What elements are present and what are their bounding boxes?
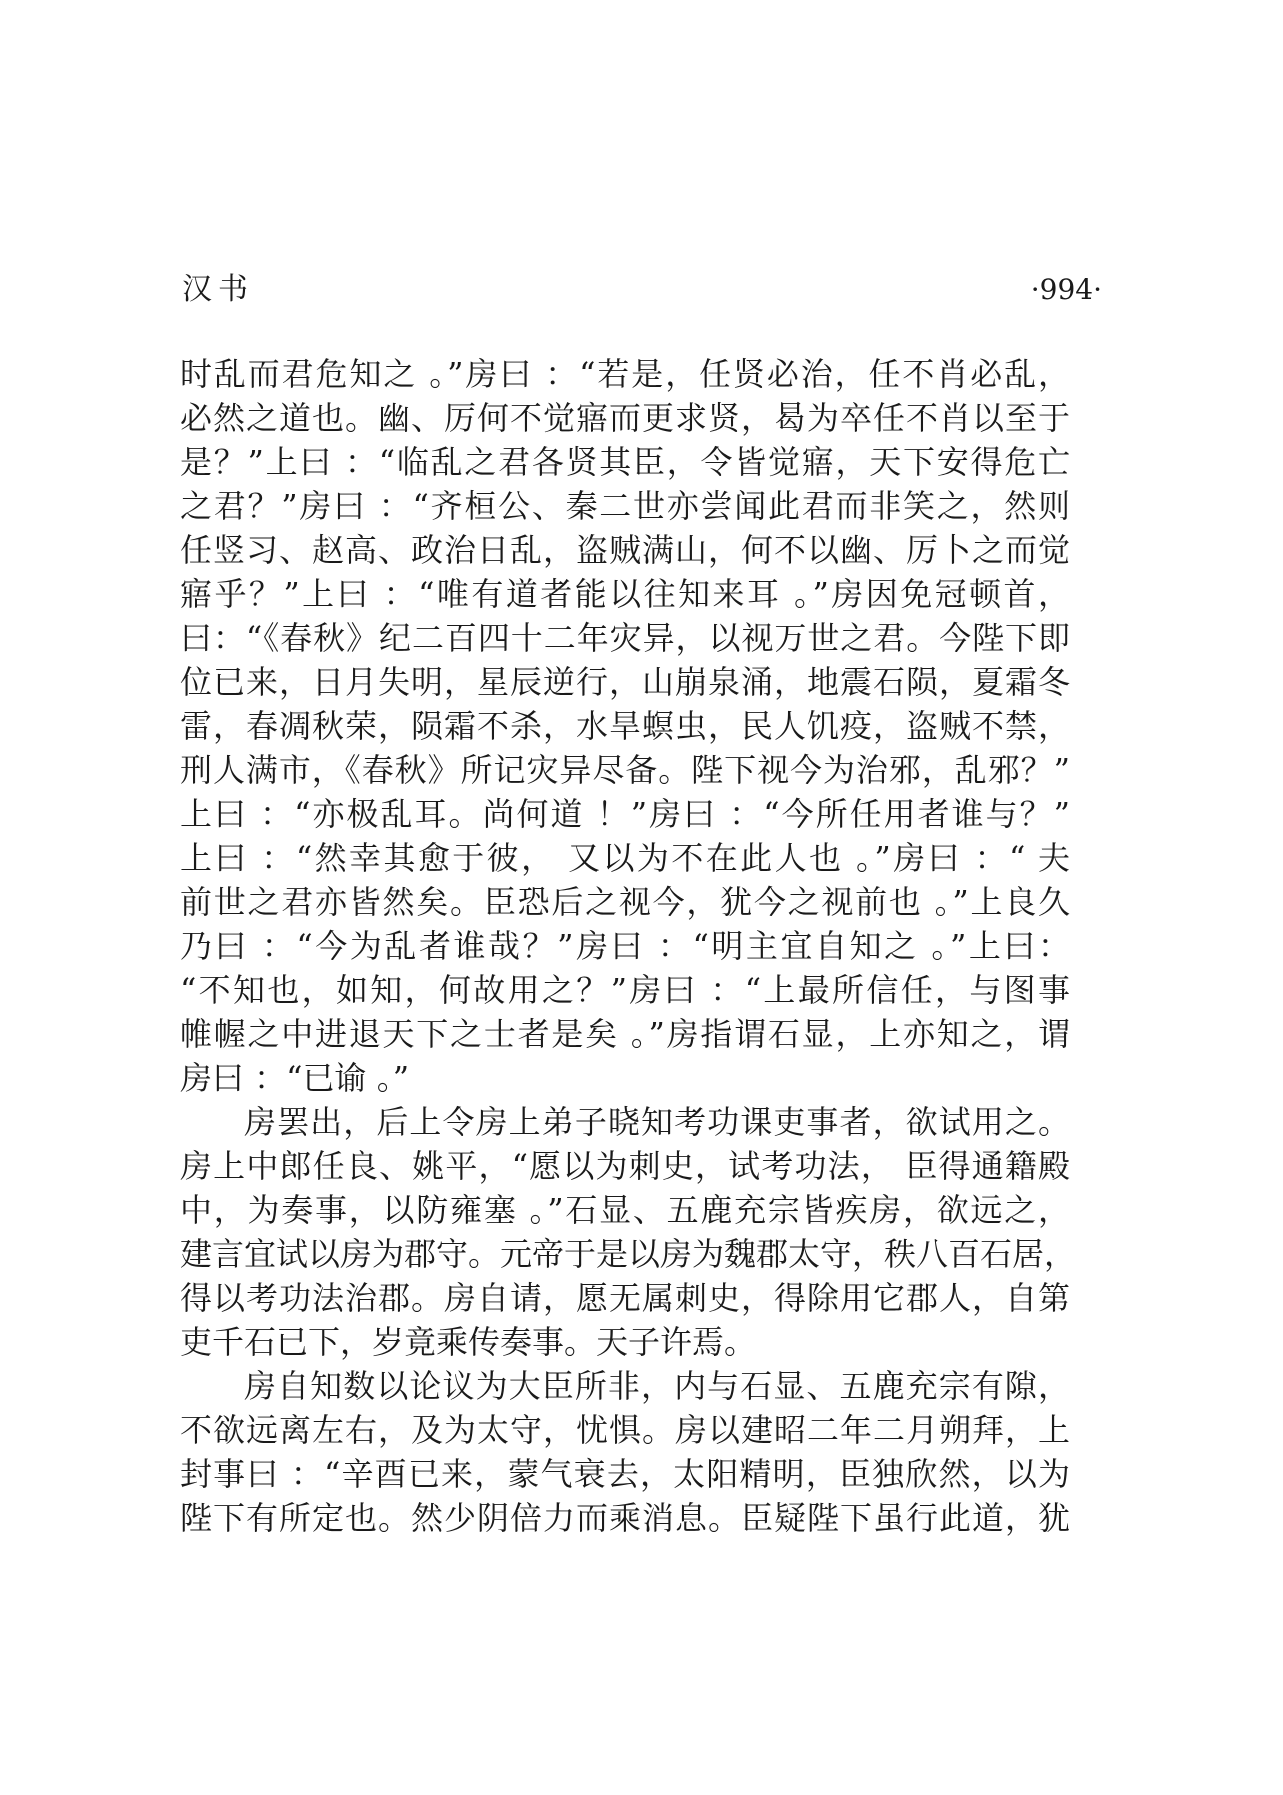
text-line: 吏千石已下，岁竟乘传奏事。天子许焉。 [180,1323,757,1361]
text-line: 雷，春凋秋荣，陨霜不杀，水旱螟虫，民人饥疫，盗贼不禁， [180,707,1070,745]
book-title: 汉书 [182,272,254,307]
text-line: 建言宜试以房为郡守。元帝于是以房为魏郡太守，秩八百石居， [180,1235,1077,1273]
page-number: ·994· [1030,273,1102,306]
text-line: 位已来，日月失明，星辰逆行，山崩泉涌，地震石陨，夏霜冬 [180,663,1070,701]
text-line: 封事曰 ：“辛酉已来，蒙气衰去，太阳精明，臣独欣然，以为 [180,1455,1070,1493]
text-line: 上曰 ：“然幸其愈于彼， 又以为不在此人也 。”房曰 ：“ 夫 [180,839,1070,877]
text-line: 刑人满市，《春秋》所记灾异尽备。陛下视今为治邪，乱邪？” [180,751,1070,789]
text-line: 任竖习、赵高、政治日乱，盗贼满山，何不以幽、厉卜之而觉 [180,531,1070,569]
text-line: 曰：“《春秋》纪二百四十二年灾异，以视万世之君。今陛下即 [180,619,1070,657]
text-line: 乃曰 ：“今为乱者谁哉？”房曰 ：“明主宜自知之 。”上曰： [180,927,1070,965]
text-line: “不知也，如知，何故用之？”房曰 ：“上最所信任，与图事 [180,971,1070,1009]
text-line: 帷幄之中进退天下之士者是矣 。”房指谓石显，上亦知之，谓 [180,1015,1070,1053]
body-text [180,352,1077,1540]
text-line: 时乱而君危知之 。”房曰 ：“若是，任贤必治，任不肖必乱， [180,355,1070,393]
text-line: 陛下有所定也。然少阴倍力而乘消息。臣疑陛下虽行此道，犹 [180,1499,1070,1537]
text-line: 是？”上曰 ：“临乱之君各贤其臣，令皆觉寤，天下安得危亡 [180,443,1070,481]
text-line: 得以考功法治郡。房自请，愿无属刺史，得除用它郡人，自第 [180,1279,1070,1317]
text-line: 不欲远离左右，及为太守，忧惧。房以建昭二年二月朔拜，上 [180,1411,1070,1449]
text-line: 房上中郎任良、姚平，“愿以为刺史，试考功法， 臣得通籍殿 [180,1147,1070,1185]
text-line: 房自知数以论议为大臣所非，内与石显、五鹿充宗有隙， [244,1367,1070,1405]
running-header [182,268,1102,312]
text-line: 中，为奏事，以防雍塞 。”石显、五鹿充宗皆疾房，欲远之， [180,1191,1070,1229]
text-line: 房曰 ：“已谕 。” [180,1059,410,1097]
text-line: 房罢出，后上令房上弟子晓知考功课吏事者，欲试用之。 [244,1103,1070,1141]
text-line: 寤乎？”上曰 ：“唯有道者能以往知来耳 。”房因免冠顿首， [180,575,1070,613]
text-line: 前世之君亦皆然矣。臣恐后之视今，犹今之视前也 。”上良久 [180,883,1070,921]
text-line: 必然之道也。幽、厉何不觉寤而更求贤，曷为卒任不肖以至于 [180,399,1070,437]
text-line: 上曰 ：“亦极乱耳。尚何道 ！”房曰 ：“今所任用者谁与？” [180,795,1070,833]
text-line: 之君？”房曰 ：“齐桓公、秦二世亦尝闻此君而非笑之，然则 [180,487,1070,525]
